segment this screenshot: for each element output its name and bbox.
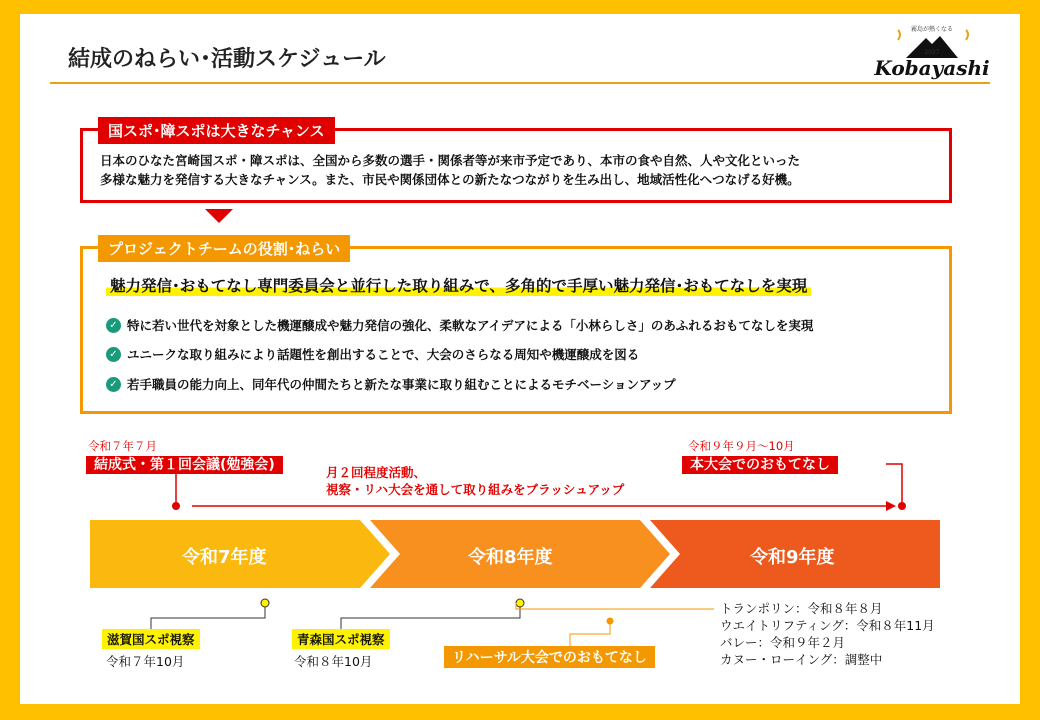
year-label-1: 令和7年度 — [182, 547, 267, 568]
logo-tagline: 霧島が熱くなる — [910, 26, 953, 33]
chance-line-1: 日本のひなた宮崎国スポ・障スポは、全国から多数の選手・関係者等が来市予定であり、本市の食や自然、人や文化といった — [100, 153, 801, 168]
list-item: ウエイトリフティング：令和８年11月 — [720, 618, 935, 633]
check-icon: ✓ — [106, 347, 121, 362]
activity-note-line-2: 視察・リハ大会を通して取り組みをブラッシュアップ — [326, 482, 625, 497]
role-bullet-text: ユニークな取り組みにより話題性を創出することで、大会のさらなる周知や機運醸成を図る — [127, 347, 640, 362]
aomori-visit-label: 青森国スポ視察 — [292, 629, 390, 649]
aomori-visit-date: 令和８年10月 — [294, 654, 373, 669]
list-item: トランポリン：令和８年８月 — [720, 601, 883, 616]
slide — [20, 14, 1020, 704]
rehearsal-dot — [607, 618, 614, 625]
start-dot — [172, 502, 180, 510]
end-dot — [898, 502, 906, 510]
shiga-dot — [261, 599, 269, 607]
chance-line-2: 多様な魅力を発信する大きなチャンス。また、市民や関係団体との新たなつながりを生み出し、地域活性化へつなげる好機。 — [100, 172, 800, 187]
shiga-visit-date: 令和７年10月 — [106, 654, 185, 669]
end-date: 令和９年９月～10月 — [688, 439, 795, 453]
rehearsal-label: リハーサル大会でのおもてなし — [444, 646, 655, 668]
year-label-2: 令和8年度 — [468, 547, 553, 568]
role-bullet-text: 特に若い世代を対象とした機運醸成や魅力発信の強化、柔軟なアイデアによる「小林らしさ」のあふれるおもてなしを実現 — [127, 318, 814, 333]
start-date: 令和７年７月 — [88, 439, 157, 453]
rehearsal-schedule-list — [720, 600, 935, 668]
year-label-3: 令和9年度 — [750, 547, 835, 568]
list-item: カヌー・ローイング：調整中 — [720, 652, 883, 667]
shiga-visit-label: 滋賀国スポ視察 — [102, 629, 200, 649]
role-bullet-text: 若手職員の能力向上、同年代の仲間たちと新たな事業に取り組むことによるモチベーションアップ — [127, 377, 676, 392]
check-icon: ✓ — [106, 318, 121, 333]
logo-year: 2027 — [924, 49, 940, 56]
list-item: バレー：令和９年２月 — [720, 635, 846, 650]
end-event-label: 本大会でのおもてなし — [682, 456, 838, 474]
page-title: 結成のねらい･活動スケジュール — [68, 47, 386, 72]
activity-note-line-1: 月２回程度活動、 — [326, 465, 427, 480]
logo-name: Kobayashi — [874, 56, 990, 80]
check-icon: ✓ — [106, 377, 121, 392]
role-tag: プロジェクトチームの役割･ねらい — [98, 235, 350, 262]
timeline-arrowhead — [886, 501, 896, 511]
aomori-dot — [516, 599, 524, 607]
chance-tag: 国スポ･障スポは大きなチャンス — [98, 117, 335, 144]
start-event-label: 結成式・第１回会議(勉強会) — [86, 456, 283, 474]
role-headline: 魅力発信･おもてなし専門委員会と並行した取り組みで、多角的で手厚い魅力発信･おもてなしを実現 — [106, 274, 811, 296]
